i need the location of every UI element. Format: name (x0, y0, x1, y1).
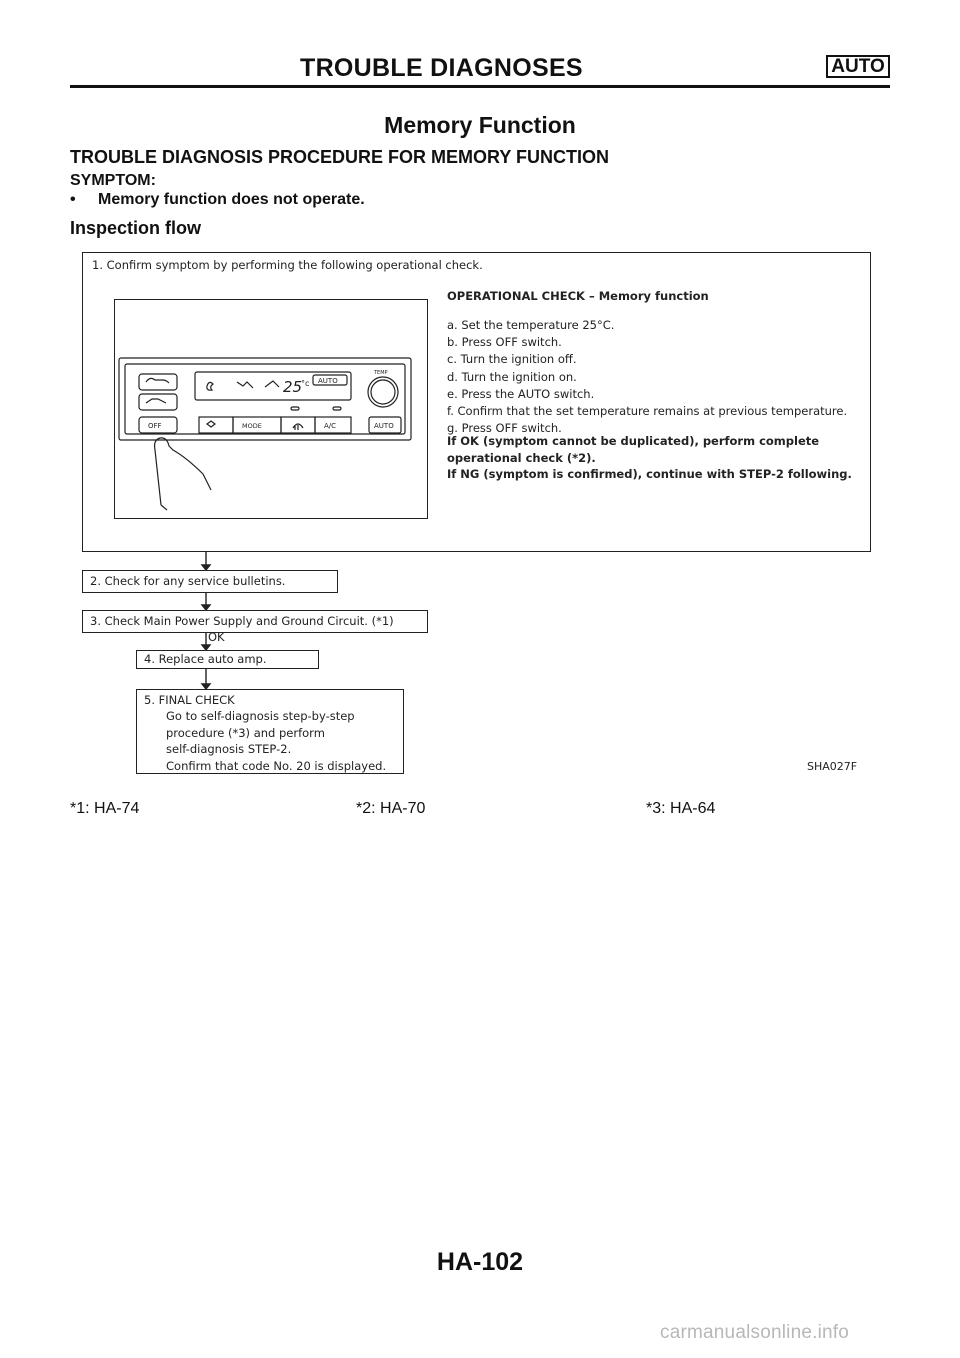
step5-line: self-diagnosis STEP-2. (166, 742, 292, 757)
bullet-icon: • (70, 191, 76, 208)
display-temp: 25 (283, 378, 303, 396)
defrost-button-icon (293, 424, 303, 430)
step5-line: procedure (*3) and perform (166, 725, 325, 740)
reference-1: *1: HA-74 (70, 800, 140, 817)
button-mode-label: MODE (242, 422, 262, 430)
watermark: carmanualsonline.info (660, 1322, 850, 1343)
result-line: If NG (symptom is confirmed), continue with STEP-2 following. (447, 467, 852, 482)
symptom-text: Memory function does not operate. (98, 191, 365, 208)
subsection-title: TROUBLE DIAGNOSIS PROCEDURE FOR MEMORY FUNCTION (70, 147, 610, 167)
fan-display-icon (207, 382, 213, 390)
display-unit: °c (301, 379, 310, 388)
airflow-display-icon (265, 381, 279, 387)
check-step: f. Confirm that the set temperature remains at previous temperature. (447, 404, 848, 419)
section-title: Memory Function (384, 112, 576, 138)
button-auto-label: AUTO (374, 422, 394, 430)
step5-text (137, 690, 403, 774)
panel-button-top (139, 374, 177, 390)
step3-text: 3. Check Main Power Supply and Ground Circuit. (*1) (90, 614, 394, 628)
vent-display-icon (237, 382, 253, 388)
flow-heading: Inspection flow (70, 218, 202, 238)
check-step: b. Press OFF switch. (447, 335, 562, 350)
temp-knob-inner (371, 380, 395, 404)
header-badge: AUTO (826, 55, 890, 78)
check-step: c. Turn the ignition off. (447, 352, 577, 367)
check-step: a. Set the temperature 25°C. (447, 318, 615, 332)
check-step: g. Press OFF switch. (447, 421, 562, 436)
panel-button-fan (199, 417, 233, 433)
operational-check-steps (447, 317, 847, 437)
vent-icon (146, 378, 169, 383)
step5-line: 5. FINAL CHECK (144, 693, 235, 707)
display-auto: AUTO (318, 377, 338, 385)
reference-2: *2: HA-70 (356, 800, 426, 817)
control-panel-figure (114, 299, 428, 519)
step5-line: Go to self-diagnosis step-by-step (166, 709, 355, 724)
control-panel-illustration (115, 300, 426, 517)
operational-check-title: OPERATIONAL CHECK – Memory function (447, 289, 709, 303)
ok-label: OK (208, 630, 225, 644)
figure-code: SHA027F (807, 760, 858, 773)
step2-box (82, 570, 338, 593)
fan-button-icon (207, 421, 215, 427)
step4-text: 4. Replace auto amp. (144, 652, 267, 666)
floor-icon (146, 399, 166, 403)
indicator-led (291, 407, 299, 410)
result-line: operational check (*2). (447, 450, 596, 465)
panel-button-middle (139, 394, 177, 410)
header-title: TROUBLE DIAGNOSES (300, 54, 583, 82)
check-step: e. Press the AUTO switch. (447, 386, 595, 401)
step5-line: Confirm that code No. 20 is displayed. (166, 758, 387, 773)
page-number: HA-102 (436, 1248, 524, 1276)
temp-label: TEMP (374, 370, 388, 376)
panel-outer-frame (119, 358, 411, 440)
button-off-label: OFF (148, 422, 162, 430)
button-ac-label: A/C (324, 422, 337, 430)
operational-check-result (447, 433, 852, 483)
indicator-led (333, 407, 341, 410)
finger-icon (155, 438, 211, 505)
step3-box (82, 610, 428, 633)
step4-box (136, 650, 319, 669)
step2-text: 2. Check for any service bulletins. (90, 574, 286, 588)
reference-3: *3: HA-64 (646, 800, 716, 817)
result-line: If OK (symptom cannot be duplicated), perform complete (447, 434, 820, 448)
check-step: d. Turn the ignition on. (447, 369, 577, 384)
temp-knob-outer (368, 377, 398, 407)
step5-box (136, 689, 404, 774)
step1-text: 1. Confirm symptom by performing the following operational check. (92, 258, 483, 272)
finger-base-icon (161, 505, 167, 510)
symptom-label: SYMPTOM: (70, 172, 156, 189)
